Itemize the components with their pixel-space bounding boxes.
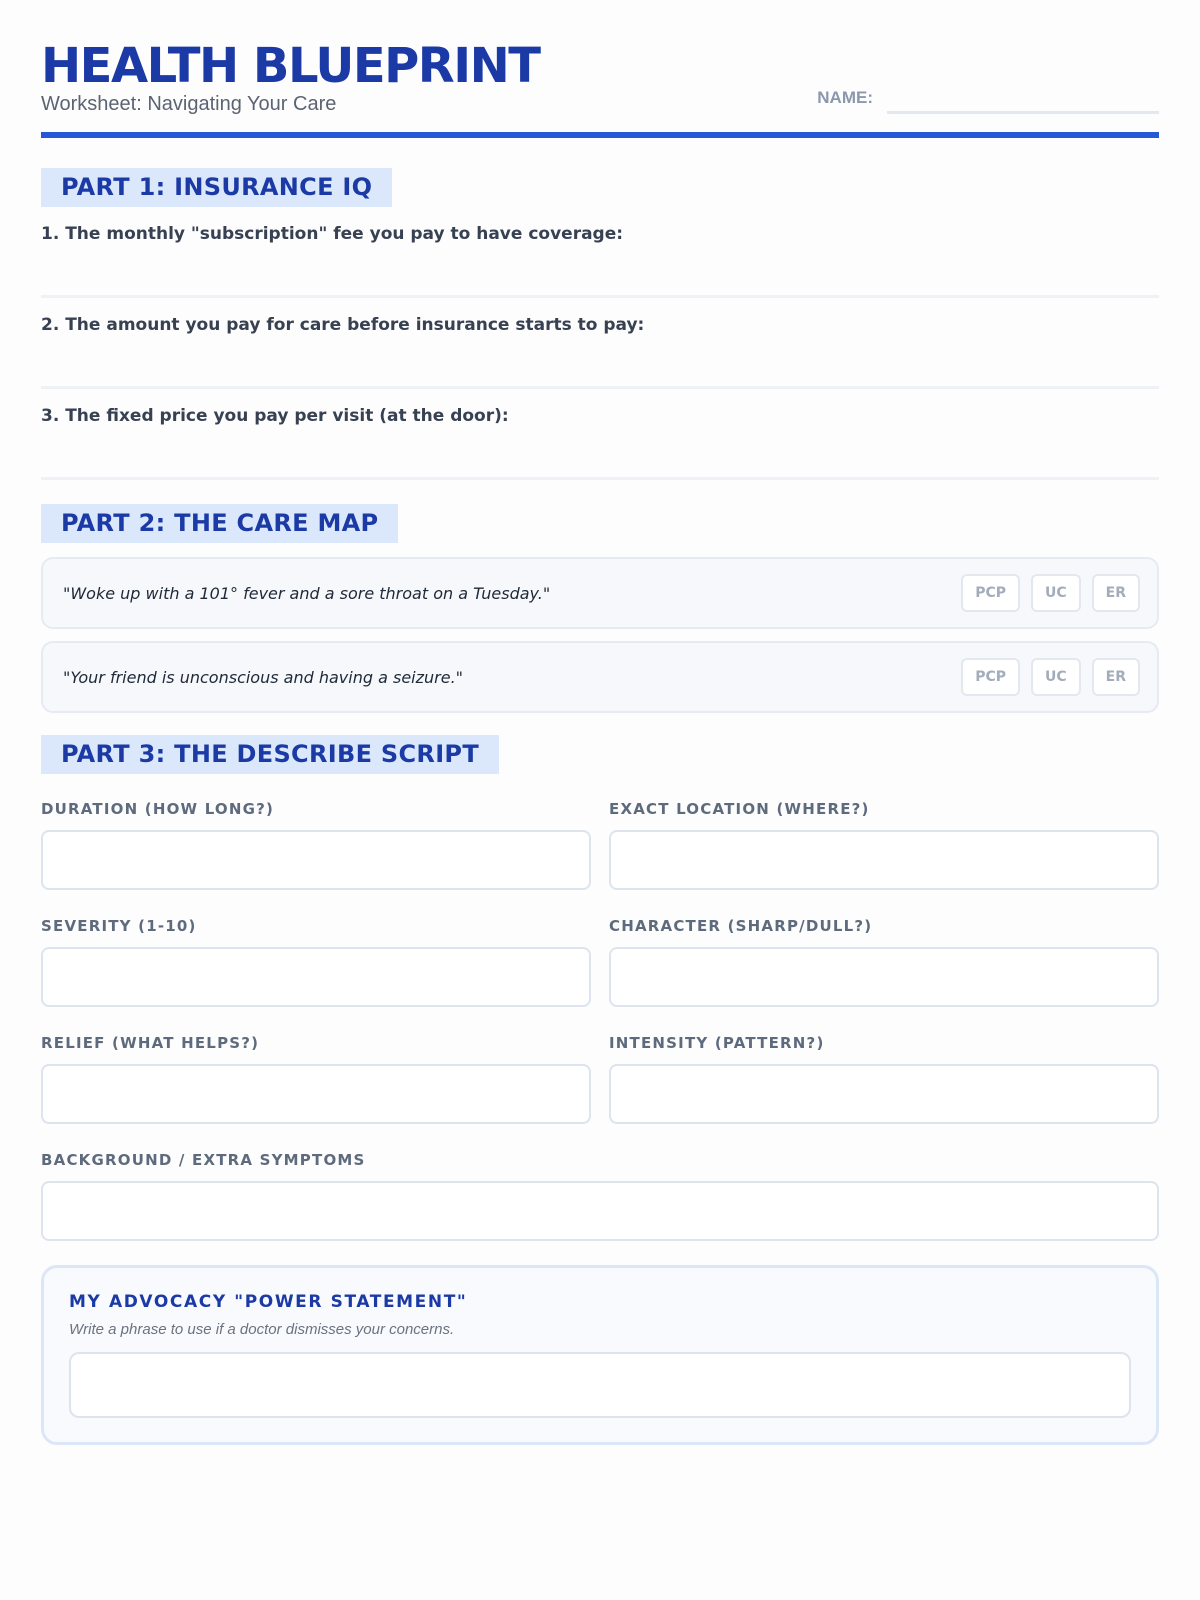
scenario-1-option-uc[interactable]: UC bbox=[1031, 574, 1081, 612]
background-field-group bbox=[41, 1151, 1159, 1241]
character-label: CHARACTER (SHARP/DULL?) bbox=[609, 917, 873, 935]
name-block bbox=[817, 83, 1159, 114]
character-input[interactable] bbox=[609, 947, 1159, 1007]
advocacy-statement-input[interactable] bbox=[69, 1352, 1131, 1418]
location-label: EXACT LOCATION (WHERE?) bbox=[609, 800, 870, 818]
intensity-input[interactable] bbox=[609, 1064, 1159, 1124]
scenario-1-option-pcp[interactable]: PCP bbox=[961, 574, 1020, 612]
background-input[interactable] bbox=[41, 1181, 1159, 1241]
intensity-field-group bbox=[609, 1034, 1159, 1124]
part2-heading: PART 2: THE CARE MAP bbox=[41, 504, 398, 543]
question-2 bbox=[41, 298, 1159, 389]
name-label: NAME: bbox=[817, 88, 873, 107]
relief-label: RELIEF (WHAT HELPS?) bbox=[41, 1034, 260, 1052]
scenario-2-option-er[interactable]: ER bbox=[1092, 658, 1140, 696]
scenario-card-1 bbox=[41, 557, 1159, 629]
intensity-label: INTENSITY (PATTERN?) bbox=[609, 1034, 825, 1052]
question-1 bbox=[41, 207, 1159, 298]
name-field[interactable] bbox=[887, 83, 1159, 114]
worksheet-header bbox=[41, 40, 1159, 138]
advocacy-title: MY ADVOCACY "POWER STATEMENT" bbox=[69, 1292, 468, 1312]
question-2-text: 2. The amount you pay for care before insurance starts to pay: bbox=[41, 315, 645, 335]
question-2-answer-field[interactable] bbox=[41, 348, 1163, 384]
question-3-text: 3. The fixed price you pay per visit (at the door): bbox=[41, 406, 509, 426]
character-field-group bbox=[609, 917, 1159, 1007]
scenario-card-2 bbox=[41, 641, 1159, 713]
severity-field-group bbox=[41, 917, 591, 1007]
worksheet-subtitle: Worksheet: Navigating Your Care bbox=[41, 93, 337, 115]
severity-input[interactable] bbox=[41, 947, 591, 1007]
scenario-1-text: "Woke up with a 101° fever and a sore throat on a Tuesday." bbox=[63, 583, 551, 603]
question-1-answer-field[interactable] bbox=[41, 257, 1163, 293]
background-label: BACKGROUND / EXTRA SYMPTOMS bbox=[41, 1151, 366, 1169]
duration-label: DURATION (HOW LONG?) bbox=[41, 800, 275, 818]
duration-field-group bbox=[41, 800, 591, 890]
advocacy-subtitle: Write a phrase to use if a doctor dismisses your concerns. bbox=[69, 1321, 455, 1338]
advocacy-statement-card bbox=[41, 1265, 1159, 1445]
part1-heading: PART 1: INSURANCE IQ bbox=[41, 168, 392, 207]
relief-field-group bbox=[41, 1034, 591, 1124]
question-1-text: 1. The monthly "subscription" fee you pay to have coverage: bbox=[41, 224, 624, 244]
question-3 bbox=[41, 389, 1159, 480]
scenario-2-option-pcp[interactable]: PCP bbox=[961, 658, 1020, 696]
location-field-group bbox=[609, 800, 1159, 890]
scenario-2-text: "Your friend is unconscious and having a seizure." bbox=[63, 667, 464, 687]
duration-input[interactable] bbox=[41, 830, 591, 890]
severity-label: SEVERITY (1-10) bbox=[41, 917, 197, 935]
part3-heading: PART 3: THE DESCRIBE SCRIPT bbox=[41, 735, 499, 774]
scenario-1-options bbox=[961, 574, 1140, 612]
scenario-2-option-uc[interactable]: UC bbox=[1031, 658, 1081, 696]
relief-input[interactable] bbox=[41, 1064, 591, 1124]
part1-questions bbox=[41, 207, 1159, 480]
location-input[interactable] bbox=[609, 830, 1159, 890]
scenario-1-option-er[interactable]: ER bbox=[1092, 574, 1140, 612]
describe-script-grid bbox=[41, 800, 1159, 1268]
scenario-2-options bbox=[961, 658, 1140, 696]
question-3-answer-field[interactable] bbox=[41, 439, 1163, 475]
worksheet-title: HEALTH BLUEPRINT bbox=[41, 38, 540, 94]
